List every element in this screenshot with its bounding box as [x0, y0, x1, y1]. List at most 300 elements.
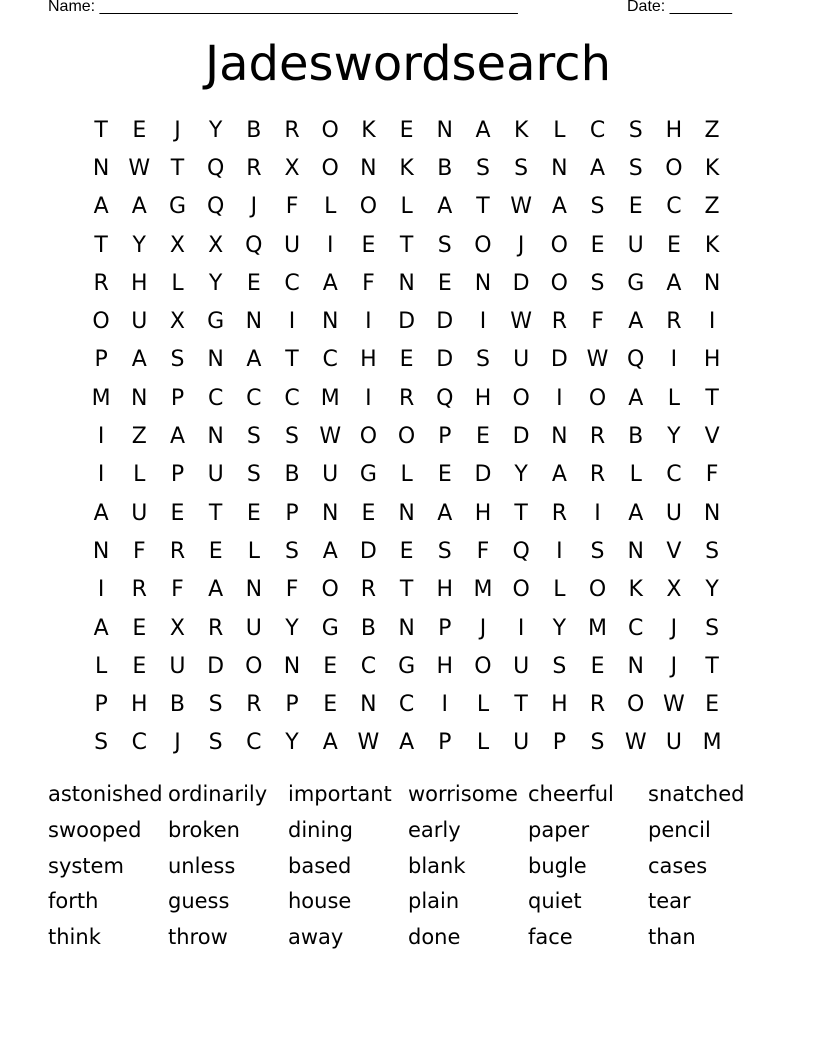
grid-cell: D — [436, 309, 454, 335]
word-list-item: bugle — [528, 853, 587, 878]
grid-cell: U — [169, 653, 186, 679]
grid-row — [82, 724, 731, 762]
grid-cell: N — [398, 500, 415, 526]
grid-cell: R — [551, 309, 567, 335]
grid-cell: F — [591, 309, 604, 335]
grid-cell: L — [324, 194, 337, 220]
grid-cell: O — [245, 653, 263, 679]
grid-cell: B — [284, 462, 300, 488]
grid-cell: D — [474, 462, 492, 488]
grid-cell: U — [322, 462, 339, 488]
grid-cell: R — [551, 500, 567, 526]
grid-cell: M — [473, 577, 493, 603]
grid-cell: L — [94, 653, 108, 679]
grid-cell: A — [131, 194, 147, 220]
grid-cell: U — [283, 232, 301, 258]
grid-cell: C — [666, 462, 682, 488]
word-list-item: tear — [648, 889, 691, 914]
grid-cell: L — [171, 270, 184, 296]
grid-cell: O — [665, 155, 683, 181]
grid-cell: R — [93, 270, 109, 296]
word-list-item: away — [288, 925, 344, 950]
grid-cell: W — [510, 309, 533, 335]
grid-row — [82, 226, 731, 264]
grid-row — [82, 456, 731, 494]
grid-cell: Y — [208, 117, 223, 143]
grid-row — [82, 571, 731, 609]
grid-cell: X — [284, 155, 300, 181]
grid-cell: N — [283, 653, 301, 679]
grid-cell: U — [131, 309, 148, 335]
grid-cell: N — [321, 309, 339, 335]
grid-cell: B — [169, 692, 186, 718]
grid-cell: P — [285, 500, 299, 526]
grid-cell: O — [92, 309, 110, 335]
grid-cell: D — [207, 653, 225, 679]
grid-cell: M — [588, 615, 608, 641]
date-field-label: Date: _______ — [627, 0, 732, 15]
grid-cell: A — [322, 270, 338, 296]
grid-cell: H — [436, 653, 454, 679]
word-list-item: ordinarily — [168, 782, 268, 806]
grid-cell: S — [437, 232, 452, 258]
grid-cell: A — [628, 309, 644, 335]
grid-cell: H — [551, 692, 568, 718]
grid-row — [82, 302, 731, 340]
grid-cell: E — [437, 462, 452, 488]
word-list-item: than — [648, 925, 696, 950]
grid-cell: W — [624, 730, 647, 756]
grid-cell: N — [92, 155, 110, 181]
grid-cell: S — [246, 424, 261, 450]
grid-cell: J — [517, 232, 525, 258]
grid-cell: A — [208, 577, 224, 603]
grid-cell: T — [285, 347, 299, 373]
grid-row — [82, 149, 731, 187]
grid-cell: K — [704, 232, 720, 258]
grid-cell: F — [285, 194, 299, 220]
grid-cell: I — [97, 462, 105, 488]
grid-cell: T — [399, 577, 414, 603]
grid-cell: E — [399, 117, 414, 143]
grid-cell: S — [514, 155, 529, 181]
grid-cell: Z — [704, 194, 720, 220]
grid-cell: S — [437, 538, 452, 564]
grid-cell: U — [131, 500, 148, 526]
grid-cell: S — [590, 538, 605, 564]
grid-cell: S — [475, 347, 490, 373]
grid-cell: S — [552, 653, 567, 679]
grid-cell: N — [207, 347, 224, 373]
grid-cell: U — [207, 462, 224, 488]
grid-cell: N — [321, 500, 339, 526]
grid-cell: E — [208, 538, 223, 564]
grid-row — [82, 417, 731, 455]
grid-cell: K — [628, 577, 643, 603]
grid-cell: A — [666, 270, 682, 296]
grid-cell: R — [246, 155, 262, 181]
word-list-item: guess — [168, 889, 230, 914]
grid-row — [82, 111, 731, 149]
grid-cell: O — [397, 424, 416, 450]
word-list-item: think — [48, 925, 101, 950]
grid-cell: U — [627, 232, 644, 258]
grid-cell: J — [670, 653, 678, 679]
grid-cell: S — [170, 347, 185, 373]
grid-cell: P — [170, 385, 185, 411]
grid-cell: S — [705, 538, 720, 564]
name-field-label: Name: _______________________________________________ — [48, 0, 518, 15]
grid-row — [82, 341, 731, 379]
grid-cell: E — [437, 270, 452, 296]
grid-cell: N — [474, 270, 492, 296]
grid-cell: R — [284, 117, 300, 143]
grid-cell: K — [399, 155, 414, 181]
grid-cell: A — [322, 538, 338, 564]
grid-cell: C — [207, 385, 224, 411]
grid-cell: P — [170, 462, 185, 488]
grid-cell: I — [326, 232, 334, 258]
grid-cell: W — [510, 194, 533, 220]
grid-cell: N — [436, 117, 454, 143]
grid-cell: A — [322, 730, 338, 756]
grid-cell: X — [208, 232, 224, 258]
grid-cell: C — [284, 270, 300, 296]
grid-cell: I — [556, 385, 563, 411]
grid-cell: C — [628, 615, 644, 641]
grid-cell: E — [323, 692, 338, 718]
grid-cell: J — [174, 117, 181, 143]
grid-cell: S — [475, 155, 490, 181]
grid-cell: B — [360, 615, 376, 641]
grid-cell: D — [398, 309, 416, 335]
grid-cell: O — [512, 577, 530, 603]
grid-cell: T — [705, 385, 719, 411]
grid-cell: W — [586, 347, 609, 373]
grid-cell: F — [132, 538, 146, 564]
grid-cell: A — [93, 615, 109, 641]
grid-cell: U — [245, 615, 262, 641]
grid-cell: D — [436, 347, 454, 373]
grid-cell: U — [665, 500, 682, 526]
header — [48, 0, 732, 17]
grid-cell: R — [589, 462, 606, 488]
grid-cell: H — [474, 385, 492, 411]
word-list-item: broken — [168, 817, 240, 842]
grid-cell: S — [208, 730, 223, 756]
grid-cell: V — [704, 424, 720, 450]
grid-cell: M — [320, 385, 340, 411]
grid-cell: G — [359, 462, 377, 488]
grid-cell: E — [246, 500, 261, 526]
grid-cell: J — [174, 730, 181, 756]
grid-cell: C — [589, 117, 606, 143]
word-list-item: astonished — [48, 782, 163, 806]
grid-cell: R — [131, 577, 147, 603]
word-list-item: forth — [48, 889, 99, 914]
grid-cell: O — [321, 577, 339, 603]
grid-cell: Y — [208, 270, 223, 296]
grid-cell: A — [590, 155, 606, 181]
grid-cell: L — [667, 385, 681, 411]
word-list-item: quiet — [528, 889, 582, 914]
grid-cell: V — [666, 538, 682, 564]
grid-cell: L — [629, 462, 642, 488]
grid-cell: L — [400, 462, 413, 488]
grid-cell: S — [628, 117, 643, 143]
grid-cell: I — [97, 577, 105, 603]
grid-cell: J — [670, 615, 678, 641]
word-list-item: done — [408, 925, 461, 950]
grid-cell: C — [246, 385, 262, 411]
grid-cell: C — [246, 730, 262, 756]
grid-cell: C — [398, 692, 415, 718]
word-list-item: snatched — [648, 782, 745, 806]
grid-row — [82, 188, 731, 226]
grid-cell: O — [588, 385, 607, 411]
grid-cell: O — [321, 117, 339, 143]
grid-cell: A — [437, 194, 453, 220]
grid-cell: A — [628, 500, 644, 526]
grid-cell: A — [131, 347, 147, 373]
grid-cell: B — [628, 424, 644, 450]
grid-cell: S — [590, 194, 605, 220]
grid-cell: D — [359, 538, 377, 564]
grid-cell: H — [131, 270, 148, 296]
grid-cell: I — [97, 424, 105, 450]
grid-cell: I — [365, 309, 372, 335]
grid-cell: E — [132, 653, 147, 679]
grid-row — [82, 685, 731, 723]
grid-cell: G — [627, 270, 645, 296]
grid-cell: G — [398, 653, 416, 679]
grid-cell: P — [94, 692, 108, 718]
grid-cell: Q — [512, 538, 530, 564]
grid-cell: N — [551, 155, 568, 181]
grid-cell: N — [703, 500, 721, 526]
grid-cell: O — [474, 653, 492, 679]
grid-cell: S — [628, 155, 643, 181]
grid-cell: S — [705, 615, 720, 641]
grid-cell: E — [628, 194, 643, 220]
grid-cell: T — [208, 500, 223, 526]
grid-cell: I — [670, 347, 678, 373]
grid-cell: A — [475, 117, 491, 143]
grid-cell: E — [476, 424, 490, 450]
grid-cell: S — [246, 462, 261, 488]
word-list — [48, 776, 768, 955]
grid-cell: N — [398, 615, 415, 641]
grid-row — [82, 609, 731, 647]
grid-cell: X — [169, 309, 185, 335]
grid-cell: N — [360, 155, 377, 181]
word-list-item: worrisome — [408, 782, 518, 806]
grid-cell: K — [704, 155, 720, 181]
grid-cell: P — [438, 424, 452, 450]
grid-cell: Q — [245, 232, 263, 258]
grid-cell: A — [437, 500, 453, 526]
grid-cell: I — [556, 538, 563, 564]
grid-cell: B — [437, 155, 453, 181]
grid-cell: F — [476, 538, 490, 564]
grid-cell: R — [246, 692, 262, 718]
grid-cell: F — [285, 577, 299, 603]
grid-cell: M — [702, 730, 722, 756]
grid-cell: P — [438, 730, 452, 756]
grid-cell: E — [590, 653, 605, 679]
grid-cell: P — [285, 692, 299, 718]
grid-cell: C — [284, 385, 300, 411]
grid-cell: T — [170, 155, 185, 181]
grid-cell: C — [131, 730, 147, 756]
grid-cell: W — [319, 424, 342, 450]
grid-cell: H — [474, 500, 492, 526]
grid-cell: Y — [285, 615, 299, 641]
word-list-item: early — [408, 817, 461, 842]
grid-cell: T — [94, 117, 108, 143]
word-list-item: plain — [408, 889, 460, 914]
grid-cell: R — [589, 424, 606, 450]
grid-cell: E — [361, 500, 376, 526]
grid-cell: I — [517, 615, 525, 641]
grid-cell: Q — [627, 347, 645, 373]
grid-cell: N — [398, 270, 415, 296]
grid-cell: Q — [206, 194, 225, 220]
grid-cell: F — [362, 270, 375, 296]
grid-cell: R — [666, 309, 682, 335]
grid-cell: T — [705, 653, 719, 679]
grid-cell: Y — [705, 577, 719, 603]
grid-cell: E — [666, 232, 681, 258]
grid-cell: E — [399, 538, 414, 564]
grid-cell: R — [169, 538, 186, 564]
grid-cell: Y — [667, 424, 681, 450]
word-list-item: cheerful — [528, 782, 614, 806]
grid-cell: A — [246, 347, 262, 373]
grid-cell: E — [170, 500, 185, 526]
grid-cell: C — [666, 194, 682, 220]
grid-cell: U — [513, 653, 530, 679]
grid-cell: I — [365, 385, 372, 411]
grid-cell: H — [703, 347, 721, 373]
grid-cell: E — [132, 117, 147, 143]
grid-cell: Y — [514, 462, 528, 488]
grid-cell: N — [627, 653, 644, 679]
grid-cell: W — [357, 730, 380, 756]
word-list-item: based — [288, 853, 352, 878]
grid-cell: P — [94, 347, 108, 373]
page-title: Jadeswordsearch — [204, 36, 611, 92]
grid-cell: I — [479, 309, 487, 335]
grid-cell: G — [321, 615, 339, 641]
grid-cell: P — [552, 730, 566, 756]
grid-cell: W — [128, 155, 151, 181]
grid-cell: A — [93, 194, 109, 220]
grid-cell: D — [550, 347, 568, 373]
grid-cell: I — [708, 309, 716, 335]
grid-cell: X — [666, 577, 682, 603]
grid-cell: S — [285, 424, 300, 450]
grid-cell: G — [207, 309, 225, 335]
grid-cell: I — [594, 500, 601, 526]
grid-cell: O — [550, 270, 568, 296]
grid-cell: O — [359, 424, 378, 450]
grid-cell: O — [588, 577, 607, 603]
grid-cell: O — [474, 232, 492, 258]
grid-cell: N — [703, 270, 721, 296]
grid-cell: E — [590, 232, 605, 258]
grid-cell: S — [208, 692, 223, 718]
grid-cell: S — [590, 270, 605, 296]
grid-cell: L — [476, 730, 490, 756]
grid-cell: E — [246, 270, 261, 296]
grid-cell: L — [400, 194, 413, 220]
grid-cell: L — [133, 462, 146, 488]
grid-cell: L — [553, 577, 566, 603]
grid-cell: Y — [285, 730, 299, 756]
grid-cell: H — [360, 347, 377, 373]
grid-cell: N — [131, 385, 148, 411]
word-list-item: blank — [408, 853, 466, 878]
grid-cell: F — [705, 462, 719, 488]
grid-cell: K — [513, 117, 529, 143]
grid-row — [82, 379, 731, 417]
grid-cell: T — [476, 194, 490, 220]
word-list-item: cases — [648, 853, 708, 878]
word-list-item: face — [528, 925, 573, 950]
grid-cell: H — [436, 577, 454, 603]
grid-cell: N — [627, 538, 644, 564]
grid-cell: K — [361, 117, 376, 143]
grid-cell: O — [627, 692, 645, 718]
grid-cell: A — [399, 730, 415, 756]
grid-cell: E — [323, 653, 338, 679]
grid-row — [82, 532, 731, 570]
grid-cell: D — [512, 424, 530, 450]
grid-cell: C — [322, 347, 338, 373]
grid-cell: X — [169, 232, 185, 258]
grid-cell: S — [590, 730, 605, 756]
grid-row — [82, 494, 731, 532]
word-list-item: system — [48, 853, 124, 878]
word-list-item: important — [288, 782, 392, 806]
grid-cell: T — [94, 232, 108, 258]
grid-cell: U — [513, 730, 530, 756]
grid-cell: R — [208, 615, 224, 641]
word-list-item: house — [288, 889, 352, 914]
grid-cell: H — [665, 117, 683, 143]
grid-cell: A — [93, 500, 109, 526]
grid-cell: A — [169, 424, 185, 450]
grid-cell: E — [399, 347, 414, 373]
grid-cell: E — [132, 615, 147, 641]
grid-cell: O — [512, 385, 530, 411]
grid-cell: E — [361, 232, 376, 258]
grid-cell: N — [551, 424, 568, 450]
grid-cell: S — [285, 538, 300, 564]
letter-grid — [82, 111, 731, 762]
grid-cell: A — [551, 194, 567, 220]
grid-cell: A — [628, 385, 644, 411]
word-list-item: dining — [288, 817, 353, 842]
grid-cell: T — [514, 500, 528, 526]
grid-cell: W — [663, 692, 685, 718]
grid-cell: F — [171, 577, 184, 603]
grid-cell: B — [246, 117, 262, 143]
grid-cell: Q — [436, 385, 454, 411]
grid-cell: Z — [704, 117, 720, 143]
grid-cell: C — [360, 653, 377, 679]
